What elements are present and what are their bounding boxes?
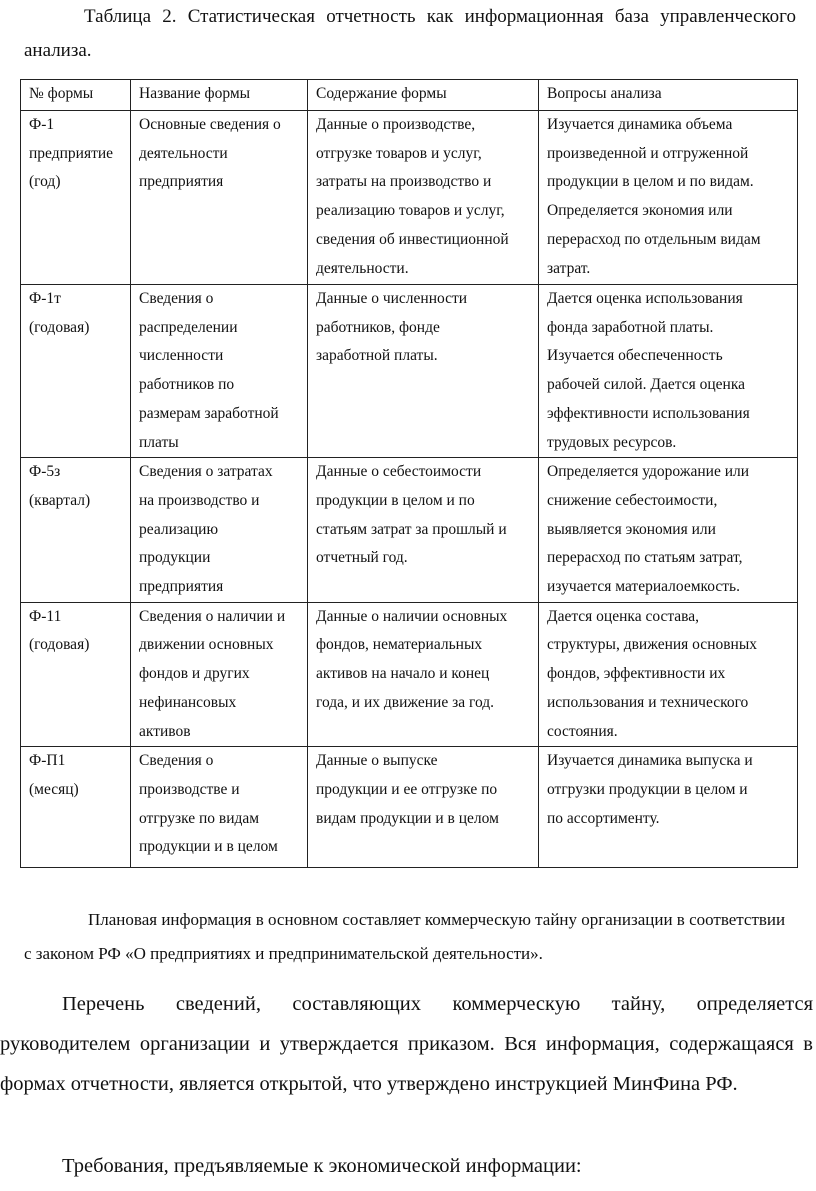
cell-analysis-questions: Изучается динамика объема произведенной и отгруженной продукции в целом и по видам. Определяется экономия или перерасход по отдельным видам затрат. [539, 111, 798, 285]
cell-form-content: Данные о себестоимости продукции в целом и по статьям затрат за прошлый и отчетный год. [308, 458, 539, 603]
cell-analysis-questions: Изучается динамика выпуска и отгрузки продукции в целом и по ассортименту. [539, 747, 798, 868]
table-caption: Таблица 2. Статистическая отчетность как информационная база управленческого анализа. [24, 6, 796, 61]
table-row [21, 111, 798, 285]
header-analysis-questions: Вопросы анализа [539, 80, 798, 111]
requirements-heading-paragraph: Требования, предъявляемые к экономической информации: [62, 1155, 582, 1177]
cell-form-name: Сведения о наличии и движении основных фондов и других нефинансовых активов [131, 602, 308, 747]
cell-analysis-questions: Дается оценка использования фонда заработной платы. Изучается обеспеченность рабочей силой. Дается оценка эффективности использования трудовых ресурсов. [539, 285, 798, 458]
cell-form-number: Ф-1 предприятие (год) [21, 111, 131, 285]
cell-form-name: Сведения о распределении численности работников по размерам заработной платы [131, 285, 308, 458]
table-row [21, 602, 798, 747]
trade-secret-paragraph: Перечень сведений, составляющих коммерческую тайну, определяется руководителем организации и утверждается приказом. Вся информация, содержащаяся в формах отчетности, является открытой, что утверждено инструкцией МинФина РФ. [0, 993, 813, 1095]
table-header-row [21, 80, 798, 111]
cell-form-number: Ф-П1 (месяц) [21, 747, 131, 868]
cell-analysis-questions: Дается оценка состава, структуры, движения основных фондов, эффективности их использования и технического состояния. [539, 602, 798, 747]
cell-analysis-questions: Определяется удорожание или снижение себестоимости, выявляется экономия или перерасход по статьям затрат, изучается материалоемкость. [539, 458, 798, 603]
reporting-forms-table [20, 79, 798, 868]
cell-form-number: Ф-5з (квартал) [21, 458, 131, 603]
header-form-content: Содержание формы [308, 80, 539, 111]
cell-form-name: Сведения о затратах на производство и реализацию продукции предприятия [131, 458, 308, 603]
cell-form-number: Ф-11 (годовая) [21, 602, 131, 747]
table-row [21, 285, 798, 458]
header-form-name: Название формы [131, 80, 308, 111]
header-form-number: № формы [21, 80, 131, 111]
table-row [21, 747, 798, 868]
cell-form-name: Сведения о производстве и отгрузке по видам продукции и в целом [131, 747, 308, 868]
table-row [21, 458, 798, 603]
cell-form-content: Данные о численности работников, фонде заработной платы. [308, 285, 539, 458]
cell-form-name: Основные сведения о деятельности предприятия [131, 111, 308, 285]
cell-form-content: Данные о наличии основных фондов, нематериальных активов на начало и конец года, и их движение за год. [308, 602, 539, 747]
cell-form-content: Данные о производстве, отгрузке товаров и услуг, затраты на производство и реализацию товаров и услуг, сведения об инвестиционной деятельности. [308, 111, 539, 285]
cell-form-number: Ф-1т (годовая) [21, 285, 131, 458]
planned-info-paragraph: Плановая информация в основном составляет коммерческую тайну организации в соответствии с законом РФ «О предприятиях и предпринимательской деятельности». [24, 910, 786, 963]
cell-form-content: Данные о выпуске продукции и ее отгрузке по видам продукции и в целом [308, 747, 539, 868]
